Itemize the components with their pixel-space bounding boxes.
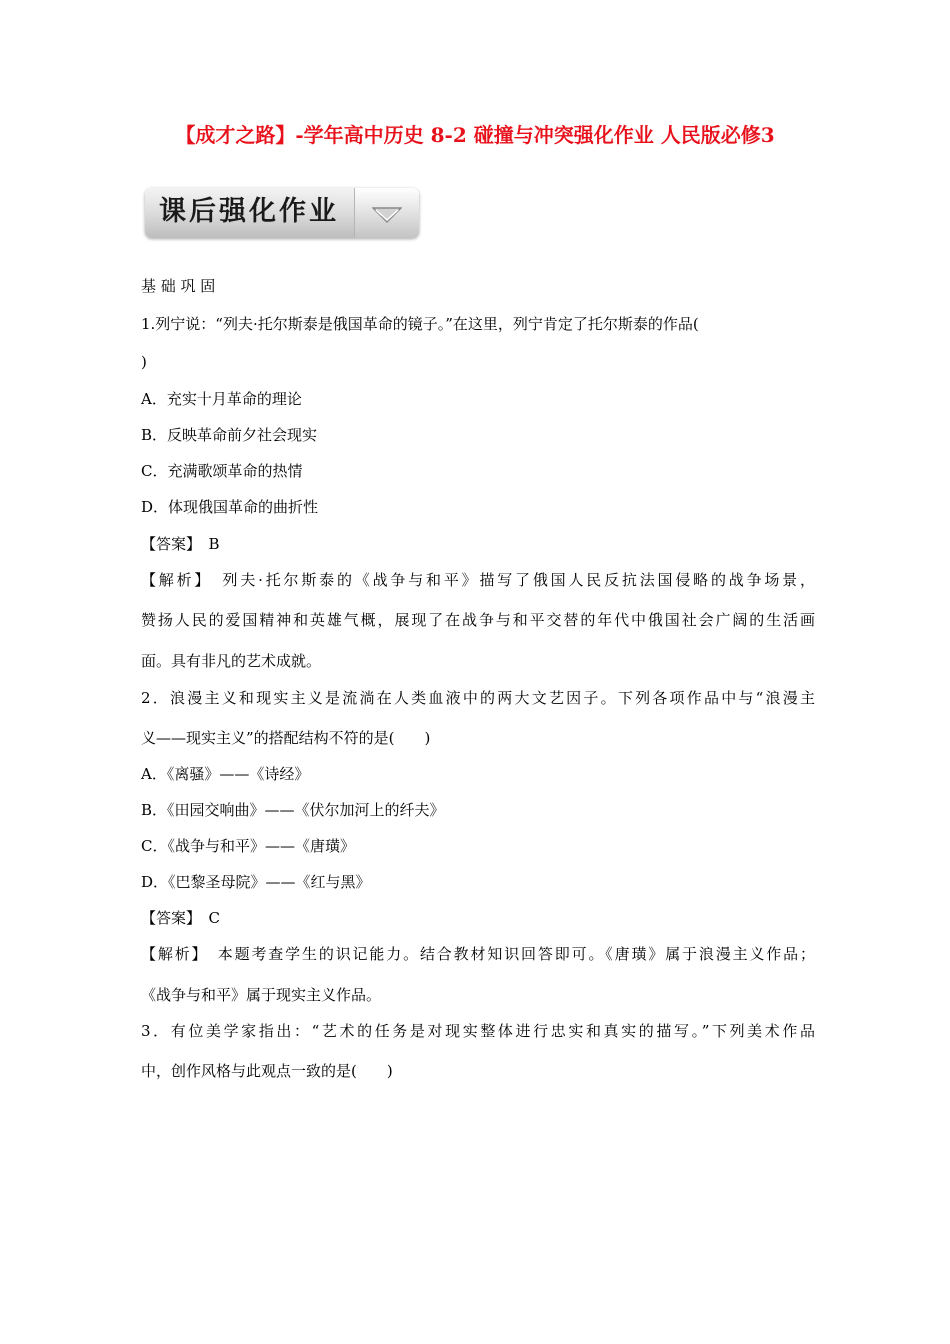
question-1-option-d: D．体现俄国革命的曲折性 (141, 498, 319, 516)
question-2-option-a: A．《离骚》——《诗经》 (141, 765, 310, 783)
question-1-stem: 1.列宁说：“列夫·托尔斯泰是俄国革命的镜子。”在这里，列宁肯定了托尔斯泰的作品( (141, 315, 699, 333)
document-title: 【成才之路】-学年高中历史 8-2 碰撞与冲突强化作业 人民版必修3 (175, 123, 775, 147)
question-2-answer: 【答案】 C (141, 909, 220, 927)
question-1-answer: 【答案】 B (141, 535, 220, 553)
banner-dropdown-button (354, 188, 419, 238)
question-2-stem-cont: 义——现实主义”的搭配结构不符的是( ) (141, 729, 431, 747)
question-2-stem: 2．浪漫主义和现实主义是流淌在人类血液中的两大文艺因子。下列各项作品中与“浪漫主 (141, 689, 815, 707)
question-1-analysis: 【解析】 列夫·托尔斯泰的《战争与和平》描写了俄国人民反抗法国侵略的战争场景， (141, 571, 815, 589)
question-2-analysis: 【解析】 本题考查学生的识记能力。结合教材知识回答即可。《唐璜》属于浪漫主义作品； (141, 945, 815, 963)
question-1-analysis-cont: 赞扬人民的爱国精神和英雄气概，展现了在战争与和平交替的年代中俄国社会广阔的生活画 (141, 611, 815, 629)
question-1-option-b: B．反映革命前夕社会现实 (141, 426, 318, 444)
question-1-option-c: C．充满歌颂革命的热情 (141, 462, 303, 480)
question-2-option-c: C．《战争与和平》——《唐璜》 (141, 837, 355, 855)
question-2-option-d: D．《巴黎圣母院》——《红与黑》 (141, 873, 371, 891)
section-heading: 基 础 巩 固 (141, 277, 216, 295)
question-3-stem-cont: 中，创作风格与此观点一致的是( ) (141, 1062, 393, 1080)
question-2-analysis-cont: 《战争与和平》属于现实主义作品。 (141, 986, 382, 1004)
question-3-stem: 3．有位美学家指出：“艺术的任务是对现实整体进行忠实和真实的描写。”下列美术作品 (141, 1022, 815, 1040)
section-banner (145, 188, 419, 238)
question-1-stem-cont: ) (141, 353, 147, 371)
question-1-option-a: A．充实十月革命的理论 (141, 390, 302, 408)
banner-label: 课后强化作业 (159, 196, 339, 227)
chevron-down-icon (372, 201, 402, 225)
question-1-analysis-end: 面。具有非凡的艺术成就。 (141, 652, 322, 670)
question-2-option-b: B．《田园交响曲》——《伏尔加河上的纤夫》 (141, 801, 445, 819)
